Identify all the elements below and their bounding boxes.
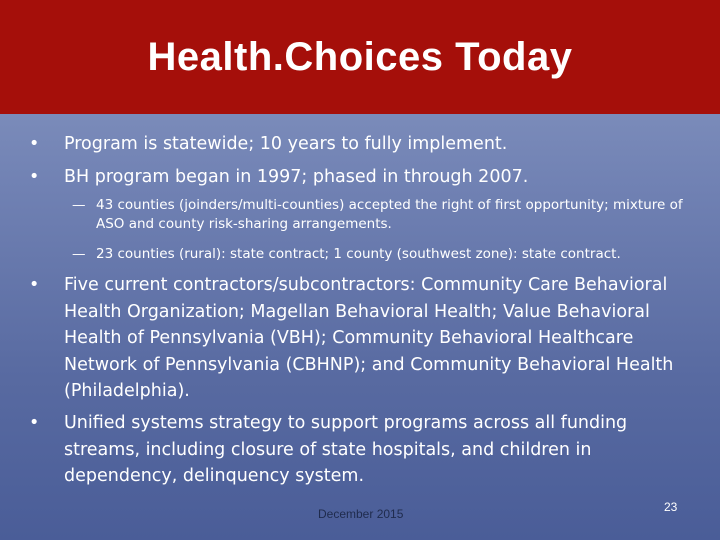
bullet-text: BH program began in 1997; phased in through 2007.	[64, 167, 529, 187]
footer-date: December 2015	[318, 507, 404, 521]
bullet-text: Program is statewide; 10 years to fully implement.	[64, 134, 508, 154]
sub-bullet-marker: —	[72, 197, 86, 213]
bullet-text: Unified systems strategy to support programs across all funding streams, including closure of state hospitals, and children in dependency, delinquency system.	[64, 413, 628, 486]
slide-title: Health.Choices Today	[147, 34, 573, 79]
sub-bullet-text: 23 counties (rural): state contract; 1 county (southwest zone): state contract.	[96, 246, 621, 262]
bullet-marker: •	[29, 167, 40, 187]
bullet-marker: •	[29, 413, 40, 433]
bullet-text: Five current contractors/subcontractors: Community Care Behavioral Health Organization; Magellan Behavioral Health; Value Behavioral Health of Pennsylvania (VBH); Community Behavioral Healthcare Network of Pennsylvania (CBHNP); and Community Behavioral Health (Philadelphia).	[64, 275, 674, 401]
bullet-marker: •	[29, 134, 40, 154]
sub-bullet-marker: —	[72, 246, 86, 262]
bullet-marker: •	[29, 275, 40, 295]
page-number: 23	[664, 500, 678, 514]
sub-bullet-text: 43 counties (joinders/multi-counties) accepted the right of first opportunity; mixture of ASO and county risk-sharing arrangements.	[96, 197, 683, 232]
